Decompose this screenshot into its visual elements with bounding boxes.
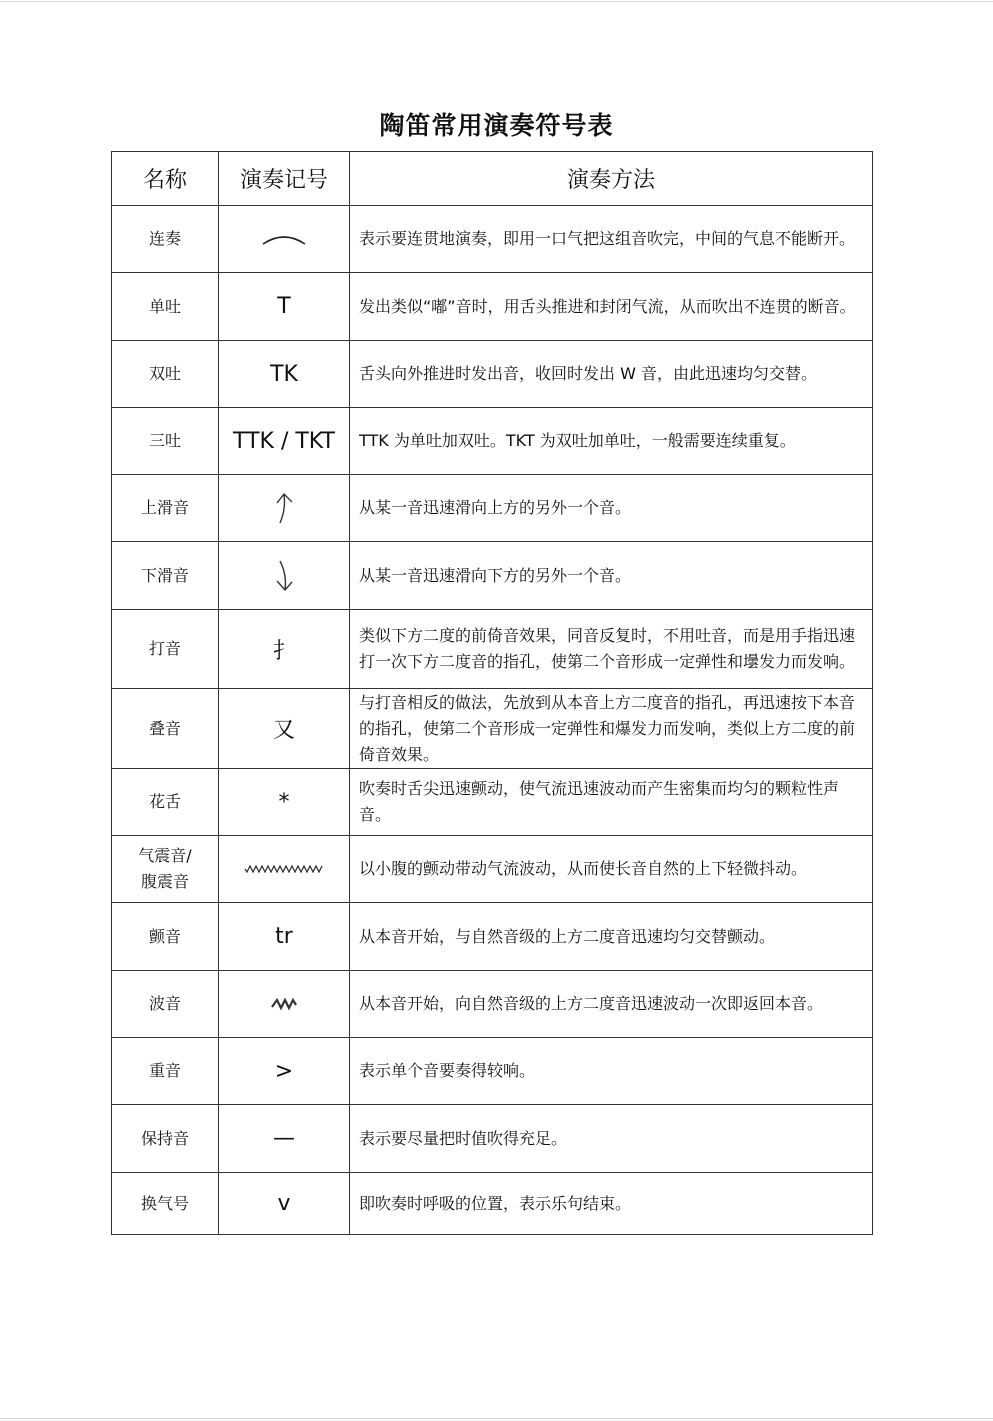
table-row	[112, 836, 873, 903]
down-slide-arrow-icon	[219, 559, 349, 593]
table-row	[112, 1038, 873, 1105]
row-method: 表示要尽量把时值吹得充足。	[350, 1105, 873, 1173]
symbol-cell: 又	[219, 689, 350, 769]
row-name: 保持音	[112, 1105, 219, 1173]
symbol-cell	[219, 836, 350, 903]
symbol-cell: 扌	[219, 610, 350, 689]
long-vibrato-wave-icon	[219, 865, 349, 873]
symbol-cell: TTK / TKT	[219, 408, 350, 475]
header-symbol: 演奏记号	[219, 152, 350, 206]
row-method: 吹奏时舌尖迅速颤动，使气流迅速波动而产生密集而均匀的颗粒性声音。	[350, 769, 873, 836]
slur-arc-icon	[219, 232, 349, 246]
table-row	[112, 206, 873, 273]
row-method: 舌头向外推进时发出音，收回时发出 W 音，由此迅速均匀交替。	[350, 341, 873, 408]
row-method: 表示要连贯地演奏，即用一口气把这组音吹完，中间的气息不能断开。	[350, 206, 873, 273]
table-row	[112, 341, 873, 408]
table-row	[112, 542, 873, 610]
row-method: 表示单个音要奏得较响。	[350, 1038, 873, 1105]
row-method: 从本音开始，与自然音级的上方二度音迅速均匀交替颤动。	[350, 903, 873, 971]
table-row	[112, 903, 873, 971]
up-slide-arrow-icon	[219, 491, 349, 525]
table-header	[112, 152, 873, 206]
table-row	[112, 971, 873, 1038]
symbol-cell	[219, 542, 350, 610]
page-title: 陶笛常用演奏符号表	[379, 111, 614, 140]
row-name: 连奏	[112, 206, 219, 273]
table-row	[112, 408, 873, 475]
row-name: 颤音	[112, 903, 219, 971]
row-name: 下滑音	[112, 542, 219, 610]
table-row	[112, 273, 873, 341]
table-row	[112, 475, 873, 542]
header-method: 演奏方法	[350, 152, 873, 206]
row-name: 花舌	[112, 769, 219, 836]
row-name: 气震音/ 腹震音	[112, 836, 219, 903]
table-row	[112, 1173, 873, 1235]
row-name: 三吐	[112, 408, 219, 475]
row-name: 上滑音	[112, 475, 219, 542]
row-method: 即吹奏时呼吸的位置，表示乐句结束。	[350, 1173, 873, 1235]
row-name: 波音	[112, 971, 219, 1038]
row-method: 从本音开始，向自然音级的上方二度音迅速波动一次即返回本音。	[350, 971, 873, 1038]
table-row	[112, 689, 873, 769]
symbol-cell: >	[219, 1038, 350, 1105]
row-name: 换气号	[112, 1173, 219, 1235]
symbol-cell	[219, 206, 350, 273]
symbol-cell: —	[219, 1105, 350, 1173]
row-name: 单吐	[112, 273, 219, 341]
header-name: 名称	[112, 152, 219, 206]
table-row	[112, 1105, 873, 1173]
symbol-cell: v	[219, 1173, 350, 1235]
row-method: 与打音相反的做法，先放到从本音上方二度音的指孔，再迅速按下本音的指孔，使第二个音形成一定弹性和爆发力而发响，类似上方二度的前倚音效果。	[350, 689, 873, 769]
row-name: 重音	[112, 1038, 219, 1105]
row-name: 叠音	[112, 689, 219, 769]
row-method: 以小腹的颤动带动气流波动，从而使长音自然的上下轻微抖动。	[350, 836, 873, 903]
table-row	[112, 769, 873, 836]
row-method: 类似下方二度的前倚音效果，同音反复时，不用吐音，而是用手指迅速打一次下方二度音的指孔，使第二个音形成一定弹性和壜发力而发响。	[350, 610, 873, 689]
symbol-cell: tr	[219, 903, 350, 971]
mordent-wave-icon	[219, 997, 349, 1011]
page-bottom-edge	[0, 1418, 993, 1419]
row-name: 打音	[112, 610, 219, 689]
row-method: 发出类似“嘟”音时，用舌头推进和封闭气流，从而吹出不连贯的断音。	[350, 273, 873, 341]
symbol-cell	[219, 971, 350, 1038]
symbol-cell	[219, 475, 350, 542]
row-name: 双吐	[112, 341, 219, 408]
symbol-cell: TK	[219, 341, 350, 408]
row-method: 从某一音迅速滑向上方的另外一个音。	[350, 475, 873, 542]
symbol-cell: *	[219, 769, 350, 836]
page-top-edge	[0, 1, 993, 2]
symbol-cell: T	[219, 273, 350, 341]
table-row	[112, 610, 873, 689]
row-method: TTK 为单吐加双吐。TKT 为双吐加单吐，一般需要连续重复。	[350, 408, 873, 475]
symbol-table	[111, 151, 873, 1235]
row-method: 从某一音迅速滑向下方的另外一个音。	[350, 542, 873, 610]
